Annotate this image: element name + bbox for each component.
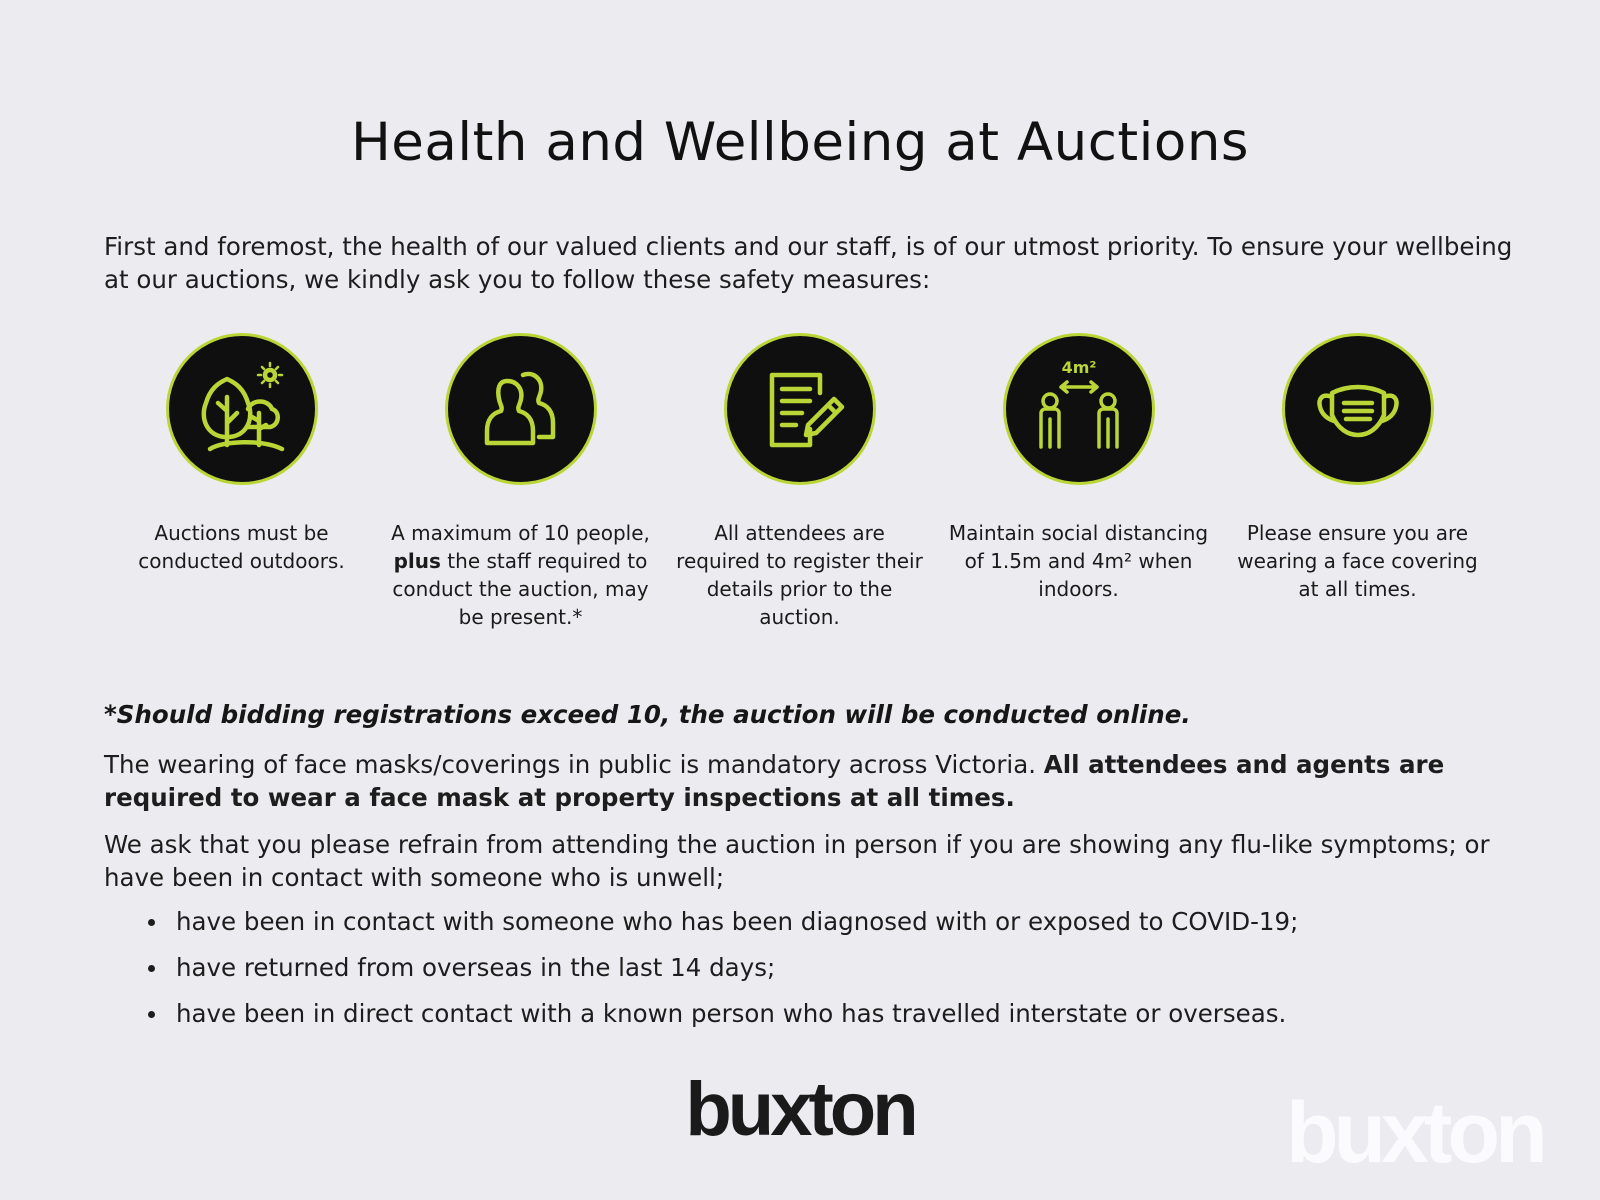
- measure-outdoors: [102, 333, 381, 631]
- measure-max-people: [381, 333, 660, 631]
- safety-measures: [102, 333, 1498, 631]
- list-item: have returned from overseas in the last 14 days;: [104, 951, 1524, 997]
- face-mask-paragraph: The wearing of face masks/coverings in public is mandatory across Victoria. All attendees and agents are required to wear a face mask at property inspections at all times.: [104, 750, 1445, 812]
- measure-face-covering: [1218, 333, 1497, 631]
- people-icon: [445, 333, 597, 485]
- measure-register: [660, 333, 939, 631]
- measure-caption: Please ensure you are wearing a face covering at all times.: [1237, 521, 1478, 601]
- face-mask-icon: [1282, 333, 1434, 485]
- measure-caption: All attendees are required to register their details prior to the auction.: [676, 521, 923, 629]
- measure-caption: Maintain social distancing of 1.5m and 4m² when indoors.: [948, 521, 1209, 601]
- buxton-watermark: buxton: [1286, 1085, 1543, 1181]
- register-document-icon: [724, 333, 876, 485]
- measure-distancing: [939, 333, 1218, 631]
- buxton-logo: buxton: [685, 1067, 915, 1152]
- page-title: Health and Wellbeing at Auctions: [350, 112, 1250, 173]
- distance-label: 4m²: [1061, 358, 1096, 377]
- symptoms-list: [104, 905, 1524, 1043]
- online-auction-note: *Should bidding registrations exceed 10, the auction will be conducted online.: [104, 700, 1191, 729]
- measure-caption: A maximum of 10 people, plus the staff required to conduct the auction, may be present.*: [391, 521, 650, 629]
- list-item: have been in contact with someone who has been diagnosed with or exposed to COVID-19;: [104, 905, 1524, 951]
- symptoms-paragraph: We ask that you please refrain from attending the auction in person if you are showing any flu-like symptoms; or have been in contact with someone who is unwell;: [104, 830, 1490, 892]
- intro-paragraph: First and foremost, the health of our valued clients and our staff, is of our utmost priority. To ensure your wellbeing at our auctions, we kindly ask you to follow these safety measures:: [104, 232, 1513, 294]
- social-distancing-icon: [1003, 333, 1155, 485]
- trees-outdoors-icon: [166, 333, 318, 485]
- list-item: have been in direct contact with a known person who has travelled interstate or overseas.: [104, 997, 1524, 1043]
- measure-caption: Auctions must be conducted outdoors.: [138, 521, 345, 573]
